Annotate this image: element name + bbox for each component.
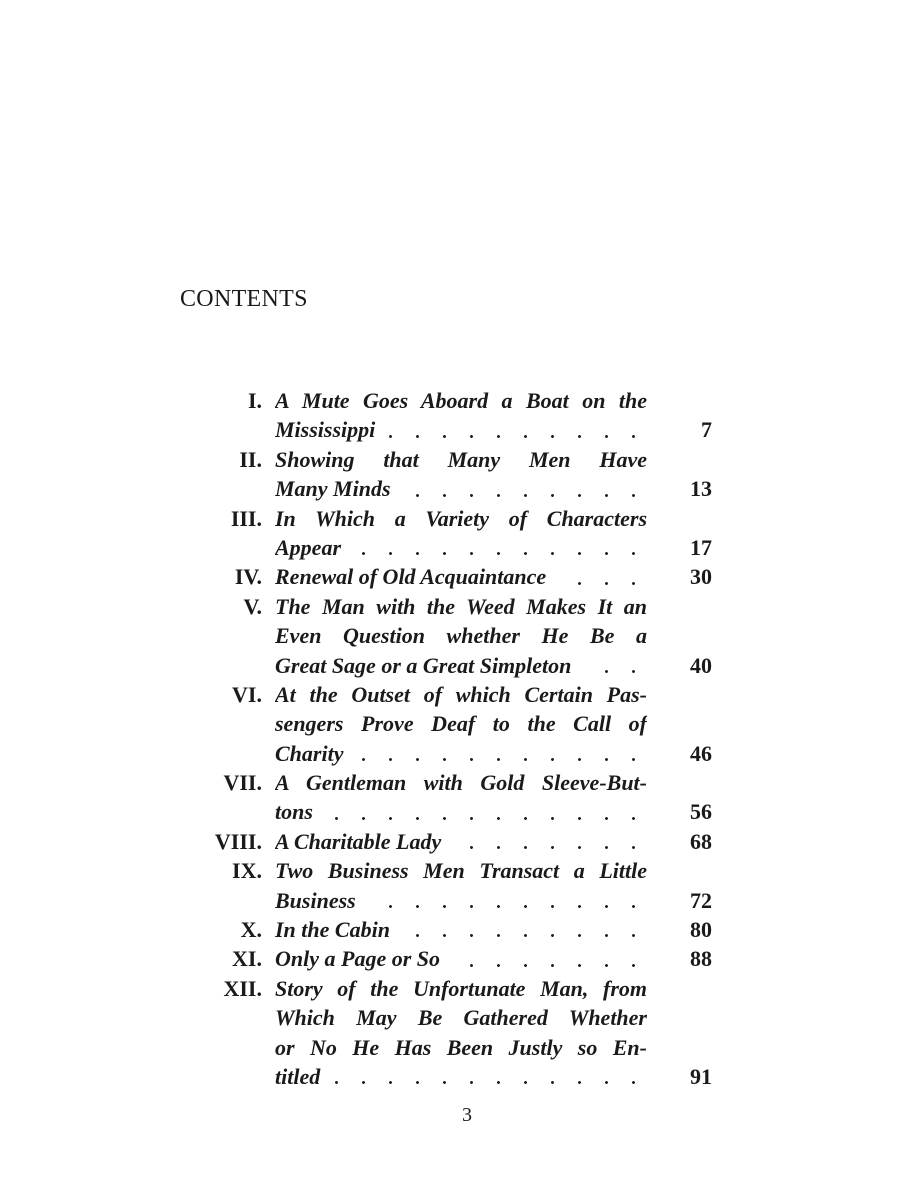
chapter-title-line xyxy=(275,797,647,826)
page-ref: 17 xyxy=(690,534,712,560)
chapter-title-text: In the Cabin xyxy=(275,917,390,943)
chapter-title-line: Even Question whether He Be a xyxy=(275,623,647,649)
page-ref: 13 xyxy=(690,476,712,502)
chapter-title-line xyxy=(275,915,647,944)
dot-leader xyxy=(334,1081,647,1084)
chapter-title-text: Mississippi xyxy=(275,417,376,443)
toc-entry xyxy=(160,445,720,474)
toc-entry-continuation xyxy=(160,886,720,915)
chapter-title-line: A Mute Goes Aboard a Boat on the xyxy=(275,388,647,413)
page-number: 3 xyxy=(462,1104,472,1126)
chapter-title-line: Story of the Unfortunate Man, from xyxy=(275,975,647,1001)
toc-entry xyxy=(160,915,720,944)
chapter-numeral: III. xyxy=(230,505,262,531)
toc-entry-continuation xyxy=(160,1033,720,1062)
toc-entry-continuation xyxy=(160,415,720,444)
dot-leader xyxy=(404,934,647,937)
page-ref: 91 xyxy=(690,1063,712,1089)
chapter-title-line: A Gentleman with Gold Sleeve-But- xyxy=(275,770,647,796)
chapter-title-line xyxy=(275,944,647,973)
toc-entry-continuation xyxy=(160,651,720,680)
dot-leader xyxy=(370,905,647,908)
toc-entry xyxy=(160,592,720,621)
page-ref: 30 xyxy=(690,564,712,590)
chapter-title-line: At the Outset of which Certain Pas- xyxy=(275,681,647,707)
page-ref: 46 xyxy=(690,740,712,766)
chapter-title-text: Charity xyxy=(275,740,344,766)
toc-entry xyxy=(160,768,720,797)
chapter-title-text: A Charitable Lady xyxy=(275,828,442,854)
page-ref: 7 xyxy=(701,417,712,443)
toc-entry-continuation xyxy=(160,709,720,738)
page-ref: 40 xyxy=(690,652,712,678)
chapter-title-text: tons xyxy=(275,799,313,825)
chapter-numeral: X. xyxy=(240,917,262,943)
toc-entry xyxy=(160,680,720,709)
chapter-title-line: sengers Prove Deaf to the Call of xyxy=(275,711,647,737)
chapter-title-line xyxy=(275,474,647,503)
toc-entry-continuation xyxy=(160,739,720,768)
page-ref: 56 xyxy=(690,799,712,825)
chapter-title-text: titled xyxy=(275,1063,321,1089)
table-of-contents xyxy=(160,386,720,1091)
chapter-title-line: or No He Has Been Justly so En- xyxy=(275,1034,647,1060)
toc-entry-continuation xyxy=(160,1062,720,1091)
toc-entry-continuation xyxy=(160,1003,720,1032)
chapter-title-line: The Man with the Weed Makes It an xyxy=(275,593,647,619)
chapter-numeral: VI. xyxy=(232,681,262,707)
toc-entry xyxy=(160,856,720,885)
chapter-title-line xyxy=(275,827,647,856)
chapter-numeral: VII. xyxy=(223,770,262,796)
toc-entry-continuation xyxy=(160,533,720,562)
chapter-numeral: XI. xyxy=(232,946,262,972)
toc-entry xyxy=(160,827,720,856)
dot-leader xyxy=(585,670,647,673)
chapter-numeral: IX. xyxy=(232,858,262,884)
page-ref: 88 xyxy=(690,946,712,972)
contents-heading: CONTENTS xyxy=(180,286,308,312)
chapter-title-text: Many Minds xyxy=(275,476,391,502)
chapter-numeral: IV. xyxy=(234,564,262,590)
chapter-numeral: XII. xyxy=(223,975,262,1001)
toc-entry-continuation xyxy=(160,621,720,650)
chapter-title-line xyxy=(275,739,647,768)
chapter-title-line: Showing that Many Men Have xyxy=(275,446,647,472)
chapter-title-line: In Which a Variety of Characters xyxy=(275,505,647,531)
chapter-title-line xyxy=(275,651,647,680)
chapter-numeral: VIII. xyxy=(214,828,262,854)
toc-entry xyxy=(160,562,720,591)
toc-entry xyxy=(160,974,720,1003)
chapter-numeral: II. xyxy=(239,446,262,472)
chapter-title-line xyxy=(275,415,647,444)
chapter-title-text: Only a Page or So xyxy=(275,946,440,972)
page-ref: 80 xyxy=(690,917,712,943)
chapter-numeral: I. xyxy=(247,388,262,413)
page-ref: 68 xyxy=(690,828,712,854)
toc-entry xyxy=(160,504,720,533)
chapter-title-line: Two Business Men Transact a Little xyxy=(275,858,647,884)
dot-leader xyxy=(357,758,647,761)
dot-leader xyxy=(355,552,647,555)
chapter-title-line xyxy=(275,562,647,591)
chapter-title-text: Appear xyxy=(275,534,341,560)
toc-entry-continuation xyxy=(160,474,720,503)
chapter-title-line xyxy=(275,886,647,915)
chapter-title-line xyxy=(275,1062,647,1091)
dot-leader xyxy=(455,846,647,849)
dot-leader xyxy=(454,964,647,967)
chapter-numeral: V. xyxy=(243,593,262,619)
chapter-title-text: Business xyxy=(275,887,356,913)
chapter-title-line xyxy=(275,533,647,562)
dot-leader xyxy=(327,817,647,820)
dot-leader xyxy=(405,494,647,497)
toc-entry xyxy=(160,944,720,973)
dot-leader xyxy=(560,582,647,585)
dot-leader xyxy=(389,435,647,438)
chapter-title-text: Great Sage or a Great Simpleton xyxy=(275,652,572,678)
chapter-title-text: Renewal of Old Acquaintance xyxy=(275,564,547,590)
page-ref: 72 xyxy=(690,887,712,913)
toc-entry xyxy=(160,386,720,415)
chapter-title-line: Which May Be Gathered Whether xyxy=(275,1005,647,1031)
toc-entry-continuation xyxy=(160,797,720,826)
